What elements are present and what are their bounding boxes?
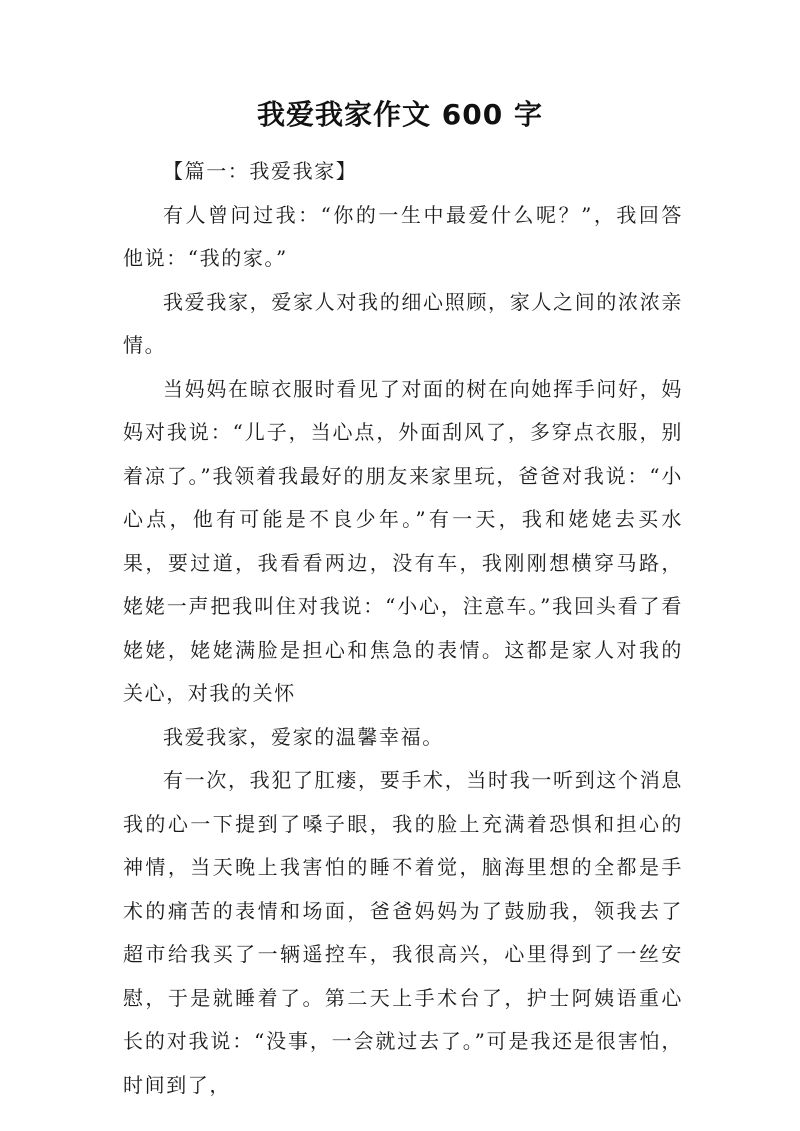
section-heading: 【篇一：我爱我家】 <box>163 159 358 183</box>
paragraph: 我爱我家，爱家的温馨幸福。 <box>163 724 444 749</box>
paragraph: 有一次，我犯了肛瘘，要手术，当时我一听到这个消息我的心一下提到了嗓子眼，我的脸上充满着恐惧和担心的神情，当天晚上我害怕的睡不着觉，脑海里想的全都是手术的痛苦的表情和场面，爸爸妈妈为了鼓励我，领我去了超市给我买了一辆遥控车，我很高兴，心里得到了一丝安慰，于是就睡着了。第二天上手术台了，护士阿姨语重心长的对我说：“没事，一会就过去了。”可是我还是很害怕，时间到了， <box>123 768 683 1097</box>
paragraph: 当妈妈在晾衣服时看见了对面的树在向她挥手问好，妈妈对我说：“儿子，当心点，外面刮风了，多穿点衣服，别着凉了。”我领着我最好的朋友来家里玩，爸爸对我说：“小心点，他有可能是不良少年。”有一天，我和姥姥去买水果，要过道，我看看两边，没有车，我刚刚想横穿马路，姥姥一声把我叫住对我说：“小心，注意车。”我回头看了看姥姥，姥姥满脸是担心和焦急的表情。这都是家人对我的关心，对我的关怀 <box>123 376 683 705</box>
paragraph: 我爱我家，爱家人对我的细心照顾，家人之间的浓浓亲情。 <box>123 289 683 357</box>
paragraph: 有人曾问过我：“你的一生中最爱什么呢？”，我回答他说：“我的家。” <box>123 202 683 270</box>
document-title: 我爱我家作文 600 字 <box>257 98 543 131</box>
document-body <box>123 150 683 1107</box>
